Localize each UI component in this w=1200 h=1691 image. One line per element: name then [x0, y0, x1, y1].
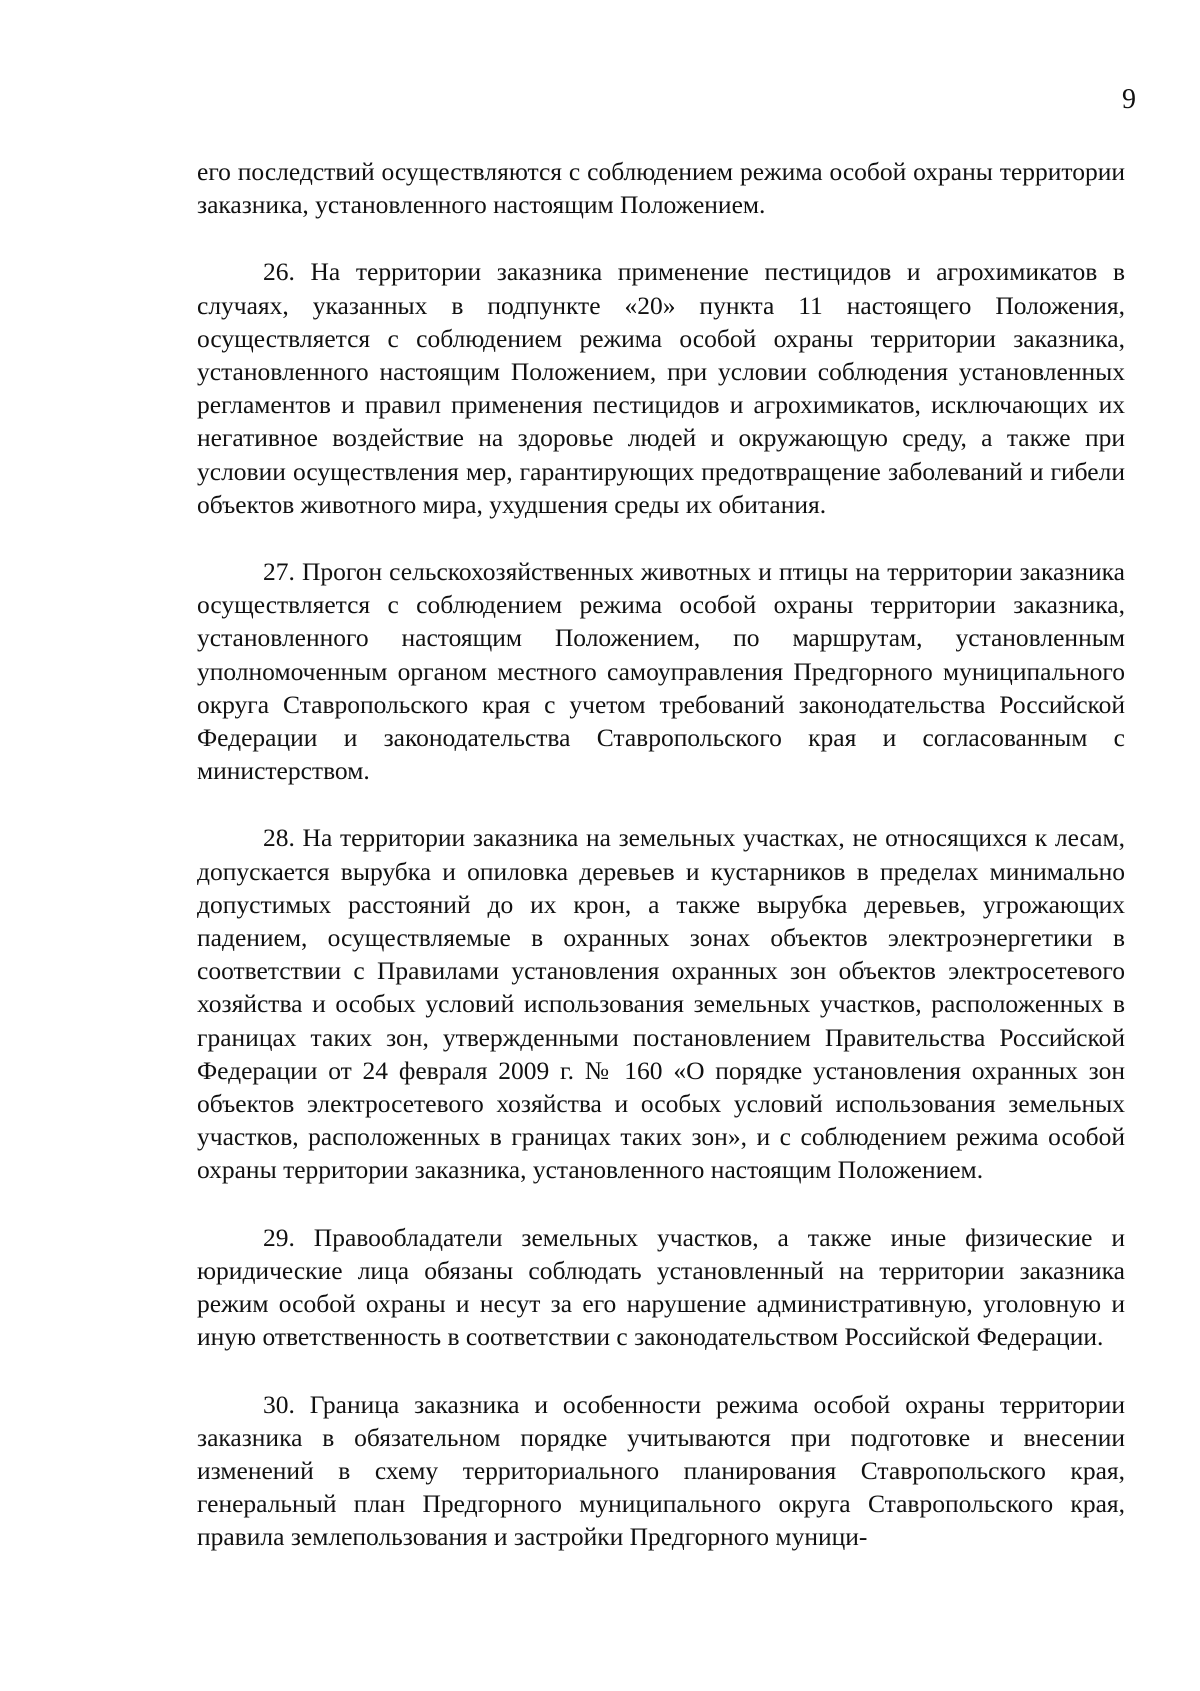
paragraph-continuation: его последствий осуществляются с соблюдением режима особой охраны территории заказника, установленного настоящим Положением.: [197, 157, 1125, 220]
document-body: [197, 155, 1125, 1554]
paragraph-28: 28. На территории заказника на земельных участках, не относящихся к лесам, допускается вырубка и опиловка деревьев и кустарников в пределах минимально допустимых расстояний до их крон, а также вырубка деревьев, угрожающих падением, осуществляемые в охранных зонах объектов электроэнергетики в соответствии с Правилами установления охранных зон объектов электросетевого хозяйства и особых условий использования земельных участков, расположенных в границах таких зон, утвержденными постановлением Правительства Российской Федерации от 24 февраля 2009 г. № 160 «О порядке установления охранных зон объектов электросетевого хозяйства и особых условий использования земельных участков, расположенных в границах таких зон», и с соблюдением режима особой охраны территории заказника, установленного настоящим Положением.: [197, 823, 1125, 1185]
paragraph-29: 29. Правообладатели земельных участков, а также иные физические и юридические лица обязаны соблюдать установленный на территории заказника режим особой охраны и несут за его нарушение административную, уголовную и иную ответственность в соответствии с законодательством Российской Федерации.: [197, 1222, 1125, 1352]
page-number: 9: [1122, 84, 1136, 115]
paragraph-30: 30. Граница заказника и особенности режима особой охраны территории заказника в обязательном порядке учитываются при подготовке и внесении изменений в схему территориального планирования Ставропольского края, генеральный план Предгорного муниципального округа Ставропольского края, правила землепользования и застройки Предгорного муници-: [197, 1389, 1125, 1552]
paragraph-26: 26. На территории заказника применение пестицидов и агрохимикатов в случаях, указанных в подпункте «20» пункта 11 настоящего Положения, осуществляется с соблюдением режима особой охраны территории заказника, установленного настоящим Положением, при условии соблюдения установленных регламентов и правил применения пестицидов и агрохимикатов, исключающих их негативное воздействие на здоровье людей и окружающую среду, а также при условии осуществления мер, гарантирующих предотвращение заболеваний и гибели объектов животного мира, ухудшения среды их обитания.: [197, 257, 1125, 519]
paragraph-27: 27. Прогон сельскохозяйственных животных и птицы на территории заказника осуществляется с соблюдением режима особой охраны территории заказника, установленного настоящим Положением, по маршрутам, установленным уполномоченным органом местного самоуправления Предгорного муниципального округа Ставропольского края с учетом требований законодательства Российской Федерации и законодательства Ставропольского края и согласованным с министерством.: [197, 557, 1125, 786]
